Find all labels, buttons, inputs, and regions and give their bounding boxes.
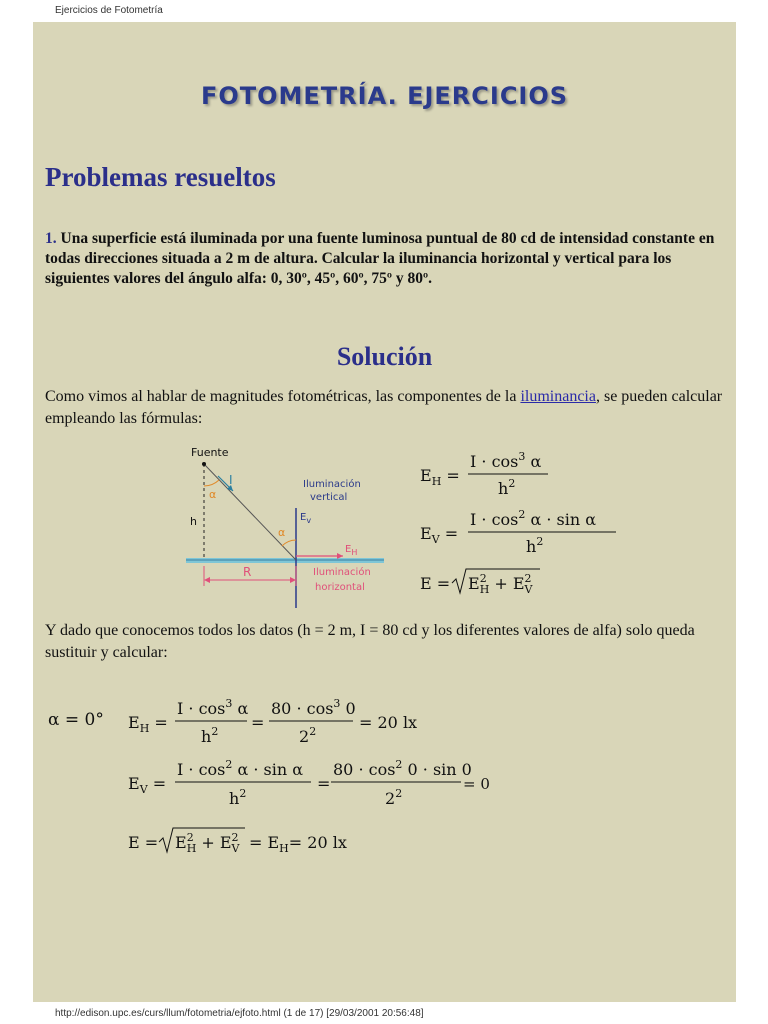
solution-title: Solución: [336, 342, 433, 371]
label-alpha-source: α: [209, 488, 217, 501]
running-header: Ejercicios de Fotometría: [55, 5, 163, 16]
e-result: = E: [249, 833, 280, 852]
label-iluminacion-vertical-2: vertical: [310, 492, 348, 503]
svg-text:EH =: $E_H$ =: [128, 713, 168, 735]
formula-e: E =: [420, 574, 451, 593]
svg-text:h2: $h^2$: [498, 477, 516, 498]
label-iluminacion-horizontal-2: horizontal: [315, 582, 365, 593]
followup-paragraph: Y dado que conocemos todos los datos (h = 2 m, I = 80 cd y los diferentes valores de alfa) solo queda sustituir y calcular:: [45, 622, 695, 661]
section-title: Problemas resueltos: [45, 162, 276, 192]
ev-result: = 0: [463, 775, 490, 793]
formula-eh: $E_H$ =: [420, 466, 460, 488]
svg-text:h2: $h^2$: [201, 725, 219, 746]
label-iluminacion-vertical-1: Iluminación: [303, 479, 361, 490]
svg-text:h2: $h^2$: [526, 535, 544, 556]
intro-paragraph: [45, 386, 725, 430]
alpha-label: α = 0°: [48, 710, 104, 730]
label-I: I: [229, 473, 233, 487]
problem-number: 1.: [45, 230, 57, 247]
iluminancia-link[interactable]: iluminancia: [520, 388, 596, 405]
svg-text:h2: $h^2$: [229, 787, 247, 808]
label-R: R: [243, 565, 252, 579]
general-formulas: [418, 447, 618, 607]
label-fuente: Fuente: [191, 446, 229, 459]
svg-text:80 · cos2 0 · sin 0: $80 \cdot \cos^2 0 \cdot \sin 0$: [333, 758, 472, 779]
svg-text:I · cos3 α: $I \cdot \cos^3 \alpha$: [177, 697, 249, 718]
svg-text:22: $2^2$: [299, 725, 317, 746]
svg-text:=: =: [251, 713, 265, 732]
intro-text-end: , se pueden calcular empleando las fórmulas:: [45, 388, 723, 427]
svg-text:80 · cos3 0: $80 \cdot \cos^3 0$: [271, 697, 356, 718]
svg-text:22: $2^2$: [385, 787, 403, 808]
formula-ev: $E_V$ =: [420, 524, 459, 546]
svg-text:I · cos2 α · sin α: $I \cdot \cos^2 \alpha \cdot \sin \alpha$: [177, 758, 304, 779]
e-result-tail: = 20 lx: [288, 833, 347, 852]
label-h: h: [190, 515, 197, 528]
eh-result: = 20 lx: [359, 713, 418, 732]
svg-text:=: =: [317, 774, 331, 793]
example-calculation: [123, 690, 490, 865]
svg-text:E =: E =: [128, 833, 159, 852]
label-ev: $E_v$: [300, 512, 312, 525]
illumination-diagram: [183, 440, 393, 610]
page-content: [33, 22, 736, 1002]
running-footer: http://edison.upc.es/curs/llum/fotometria/ejfoto.html (1 de 17) [29/03/2001 20:56:48]: [55, 1008, 424, 1019]
svg-text:E2H + E2V: $E^2$ $H + E^2$ V: [468, 572, 533, 596]
label-iluminacion-horizontal-1: Iluminación: [313, 567, 371, 578]
label-eh: $E_H$: [345, 544, 358, 557]
problem-text: Una superficie está iluminada por una fuente luminosa puntual de 80 cd de intensidad constante en todas direcciones situada a 2 m de altura. Calcular la iluminancia horizontal y vertical para los siguientes valores del ángulo alfa: 0, 30º, 45º, 60º, 75º y 80º.: [45, 230, 715, 287]
svg-text:EV =: $E_V$ =: [128, 774, 167, 796]
intro-text: Como vimos al hablar de magnitudes fotométricas, las componentes de la: [45, 388, 521, 405]
svg-text:= EH= 20 lx: = $E_H= 20$ lx: [249, 833, 347, 855]
svg-text:I · cos3 α: $I \cdot \cos^3 \alpha$: [470, 450, 542, 471]
svg-text:E2H + E2V: $E^2$ $H + E^2$ V: [175, 831, 240, 855]
svg-text:I · cos2 α · sin α: $I \cdot \cos^2 \alpha \cdot \sin \alpha$: [470, 508, 597, 529]
page-banner: FOTOMETRÍA. EJERCICIOS: [200, 82, 569, 110]
problem-statement: [45, 229, 725, 289]
label-alpha-ground: α: [278, 526, 286, 539]
